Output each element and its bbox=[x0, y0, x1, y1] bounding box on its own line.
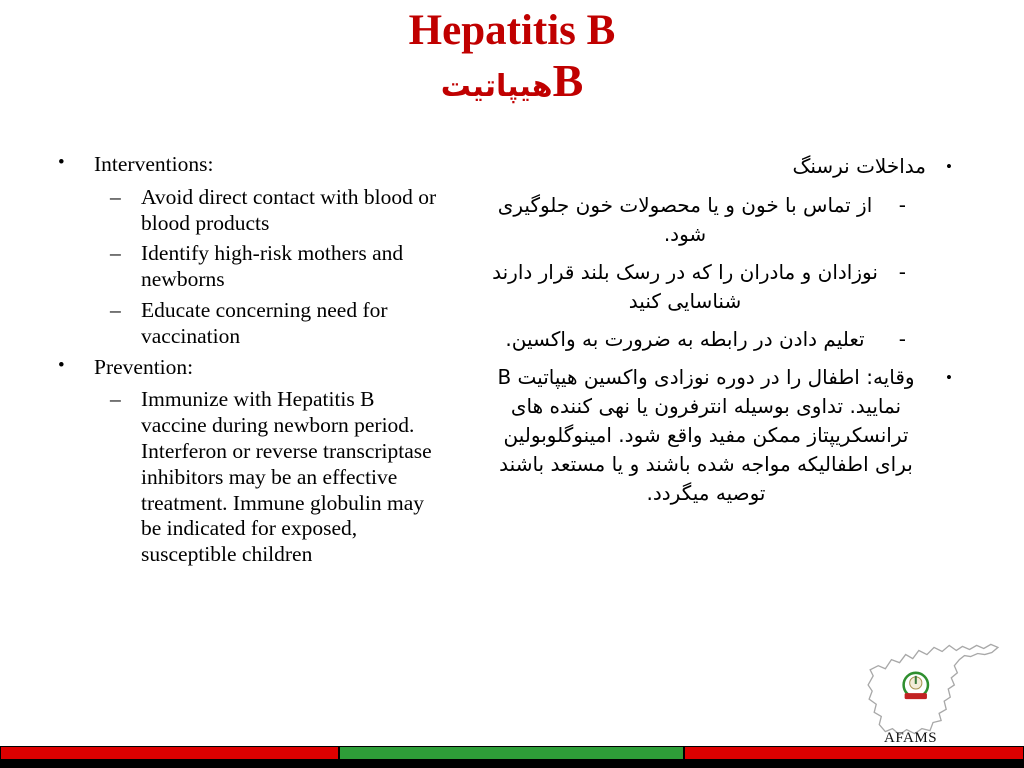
bullet-nursing-interventions-fa bbox=[486, 152, 952, 181]
slide-subtitle bbox=[0, 55, 1024, 115]
sub-identify-mothers bbox=[58, 241, 443, 293]
list-item-text: Immunize with Hepatitis B vaccine during newborn period. Interferon or reverse transcriptase inhibitors may be an effective treatment. Immune globulin may be indicated for exposed, susceptible children bbox=[141, 387, 432, 567]
bullet-prevention-paragraph-fa bbox=[486, 363, 952, 508]
footer-flag-bar bbox=[0, 746, 1024, 760]
dari-column bbox=[486, 152, 952, 518]
list-item-text: Identify high-risk mothers and newborns bbox=[141, 241, 404, 292]
list-item-text: Prevention: bbox=[94, 354, 194, 379]
list-item-text: وقایه: اطفال را در دوره نوزادی واکسین هیپاتیت B نمایید. تداوی بوسیله انترفرون یا نهی کننده های ترانسکریپتاز ممکن مفید واقع شود. امینوگلوبولین برای اطفالیکه مواجه شده باشند و یا مستعد باشند توصیه میگردد. bbox=[497, 365, 915, 505]
dash-marker: - bbox=[898, 193, 906, 217]
english-column bbox=[58, 152, 443, 573]
footer-black-bar bbox=[0, 760, 1024, 768]
dash-marker: – bbox=[110, 297, 121, 322]
list-item-text: از تماس با خون و یا محصولات خون جلوگیری شود. bbox=[497, 193, 873, 246]
sub-avoid-blood-contact-fa bbox=[486, 191, 952, 249]
bullet-interventions bbox=[58, 152, 443, 178]
dash-marker: - bbox=[898, 327, 906, 351]
list-item-text: Interventions: bbox=[94, 152, 214, 176]
bullet-marker: • bbox=[946, 157, 952, 176]
footer-bar-red-right bbox=[684, 746, 1024, 760]
list-item-text: Avoid direct contact with blood or blood products bbox=[141, 184, 437, 235]
sub-educate-vaccination bbox=[58, 298, 443, 350]
dash-marker: – bbox=[110, 387, 121, 412]
list-item-text: تعلیم دادن در رابطه به ضرورت به واکسین. bbox=[505, 327, 865, 351]
afghanistan-map-icon bbox=[860, 628, 1002, 746]
bullet-marker: • bbox=[58, 354, 65, 376]
dash-marker: – bbox=[110, 241, 121, 266]
list-item-text: Educate concerning need for vaccination bbox=[141, 297, 388, 348]
bullet-marker: • bbox=[946, 368, 952, 387]
sub-educate-need-fa bbox=[486, 325, 952, 354]
sub-avoid-contact bbox=[58, 185, 443, 237]
slide-subtitle-latin-b: B bbox=[552, 55, 584, 107]
afams-logo bbox=[860, 628, 1002, 746]
sub-identify-risk-fa bbox=[486, 258, 952, 316]
afams-label: AFAMS bbox=[884, 730, 938, 746]
footer-bar-red-left bbox=[0, 746, 339, 760]
bullet-prevention bbox=[58, 355, 443, 381]
dash-marker: – bbox=[110, 184, 121, 209]
sub-immunize-paragraph bbox=[58, 387, 443, 568]
bullet-marker: • bbox=[58, 152, 65, 173]
slide-subtitle-farsi: هیپاتیت bbox=[440, 69, 553, 105]
dash-marker: - bbox=[898, 260, 906, 284]
title-block bbox=[0, 6, 1024, 115]
slide-title: Hepatitis B bbox=[408, 7, 616, 54]
footer-bar-green bbox=[339, 746, 684, 760]
list-item-text: مداخلات نرسنگ bbox=[792, 154, 926, 178]
list-item-text: نوزادان و مادران را که در رسک بلند قرار دارند شناسایی کنید bbox=[492, 260, 878, 313]
